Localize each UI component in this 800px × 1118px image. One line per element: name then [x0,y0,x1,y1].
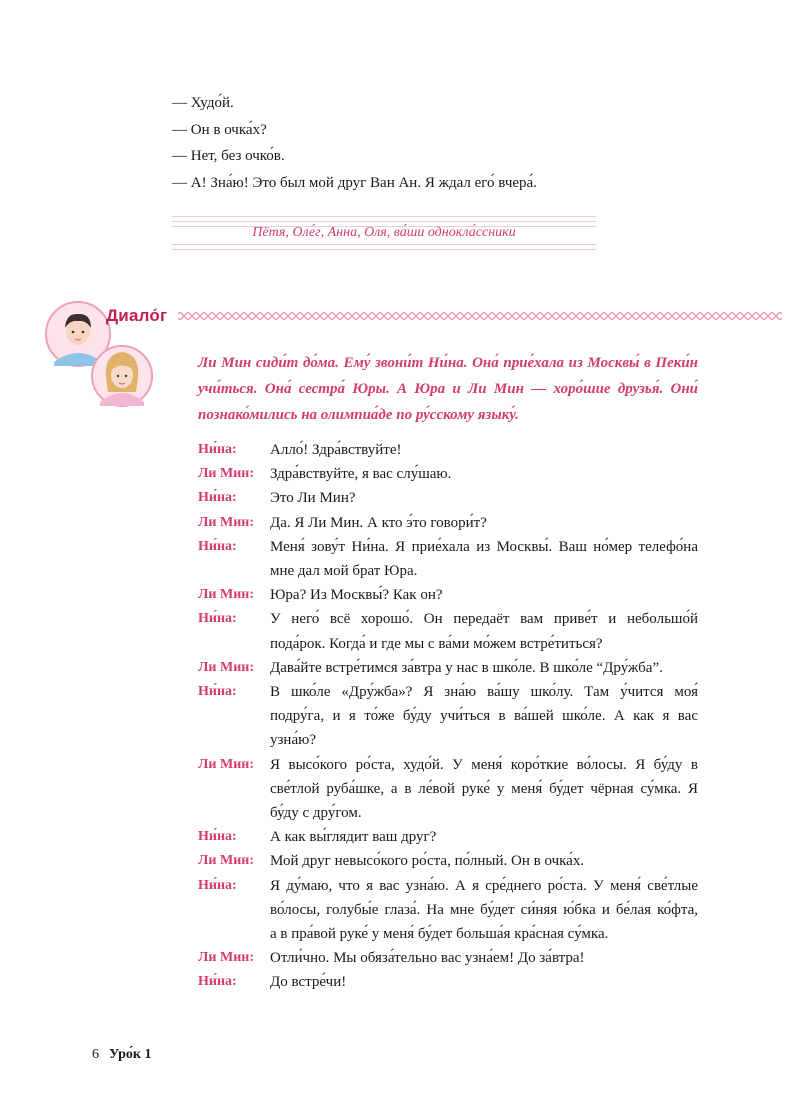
dialog-intro-line: познако́мились на олимпиа́де по ру́сскому языку́. [198,407,519,423]
speech-line: У него́ всё хорошо́. Он передаёт вам приве́т и небольшо́й [270,611,698,628]
intro-line: — Нет, без очко́в. [172,148,285,164]
dialog-intro-line: Ли Мин сиди́т до́ма. Ему́ звони́т Ни́на. Она́ прие́хала из Москвы́ в Пеки́н [198,355,698,371]
speech-line: Я ду́маю, что я вас узна́ю. А я сре́днего ро́ста. У меня́ све́тлые [270,877,698,894]
dialog-turn [198,438,698,462]
speaker-label: Ли Мин: [198,853,255,869]
intro-dialog [172,90,537,196]
dialog-transcript [198,438,698,994]
speech-line: Я высо́кого ро́ста, худо́й. У меня́ коро́ткие во́лосы. Я бу́ду в [270,756,698,773]
speech-line: бу́ду с дру́гом. [270,804,362,821]
dialog-turn [198,656,698,680]
speech-text [270,607,698,655]
dialog-turn [198,462,698,486]
speech-line: све́тлой руба́шке, а в ле́вой руке́ у меня́ бу́дет чёрная су́мка. Я [270,780,698,797]
speaker-label: Ни́на: [198,974,237,990]
lesson-label: Уро́к 1 [109,1047,152,1062]
decorative-wave-line [178,310,782,322]
dialog-turn [198,753,698,826]
speech-text [270,438,698,462]
dialog-turn [198,535,698,583]
intro-line: — Он в очка́х? [172,121,267,138]
page-footer [92,1047,151,1063]
names-exercise-box [172,216,596,252]
speaker-label: Ли Мин: [198,659,255,675]
speech-line: во́лосы, голубы́е глаза́. На мне бу́дет си́няя ю́бка и бе́лая ко́фта, [270,901,698,918]
speech-text [270,486,698,510]
dialog-turn [198,825,698,849]
speech-text [270,874,698,947]
divider [172,221,596,222]
speaker-label: Ни́на: [198,442,237,457]
speech-text [270,462,698,486]
dialog-turn [198,486,698,510]
names-text: Пётя, Оле́г, Анна, Оля, ва́ши однокла́ссники [252,225,516,240]
dialog-turn [198,970,698,994]
speech-line: Отли́чно. Мы обяза́тельно вас узна́ем! До за́втра! [270,950,585,967]
speaker-label: Ли Мин: [198,466,255,482]
intro-line: — А! Зна́ю! Это был мой друг Ван Ан. Я ждал его́ вчера́. [172,174,537,191]
speech-line: а в пра́вой руке́ у меня́ бу́дет больша́я кра́сная су́мка. [270,925,609,942]
speech-line: Мой друг невысо́кого ро́ста, по́лный. Он в очка́х. [270,853,585,870]
divider [172,216,596,217]
speaker-label: Ли Мин: [198,587,255,603]
speaker-label: Ни́на: [198,538,237,554]
speech-text [270,656,698,680]
speech-line: До встре́чи! [270,974,347,991]
speech-text [270,970,698,994]
speaker-label: Ли Мин: [198,950,255,966]
speaker-label: Ли Мин: [198,514,255,530]
intro-line: — Худо́й. [172,95,234,111]
speech-line: А как вы́глядит ваш друг? [270,829,437,846]
speech-line: Это Ли Мин? [270,490,356,507]
speech-line: подру́га, и я то́же бу́ду учи́ться в ва́шей шко́ле. А как я вас [270,708,698,725]
speaker-label: Ни́на: [198,683,237,699]
speech-line: пода́рок. Когда́ и где мы с ва́ми мо́жем встре́титься? [270,635,603,652]
dialog-intro [198,350,698,428]
dialog-turn [198,849,698,873]
speech-text [270,825,698,849]
divider [172,244,596,245]
speech-line: Да. Я Ли Мин. А кто э́то говори́т? [270,514,487,531]
speech-text [270,680,698,753]
speech-line: узна́ю? [270,732,316,749]
dialog-heading: Диало́г [106,306,168,325]
dialog-turn [198,583,698,607]
speech-line: мне дал мой брат Юра. [270,563,418,579]
dialog-turn [198,680,698,753]
speech-line: В шко́ле «Дру́жба»? Я зна́ю ва́шу шко́лу. Там у́чится моя́ [270,683,698,700]
speech-text [270,535,698,583]
dialog-intro-line: учи́ться. Она́ сестра́ Юры. А Юра и Ли Мин — хоро́шие друзья́. Они́ [198,381,698,397]
speech-line: Юра? Из Москвы́? Как он? [270,587,443,604]
speaker-label: Ни́на: [198,829,237,845]
speaker-label: Ни́на: [198,611,237,627]
speech-text [270,511,698,535]
dialog-turn [198,607,698,655]
page-number: 6 [92,1047,99,1062]
speech-line: Меня́ зову́т Ни́на. Я прие́хала из Москвы́. Ваш но́мер телефо́на [270,538,698,555]
speech-line: Здра́вствуйте, я вас слу́шаю. [270,466,452,483]
speech-text [270,946,698,970]
speaker-label: Ли Мин: [198,756,255,772]
speech-line: Алло́! Здра́вствуйте! [270,442,402,458]
speech-text [270,583,698,607]
speech-text [270,849,698,873]
dialog-turn [198,946,698,970]
dialog-turn [198,511,698,535]
speaker-label: Ни́на: [198,490,237,506]
speech-text [270,753,698,826]
speaker-label: Ни́на: [198,877,237,893]
speech-line: Дава́йте встре́тимся за́втра у нас в шко́ле. В шко́ле “Дру́жба”. [270,659,663,676]
divider [172,249,596,250]
dialog-turn [198,874,698,947]
